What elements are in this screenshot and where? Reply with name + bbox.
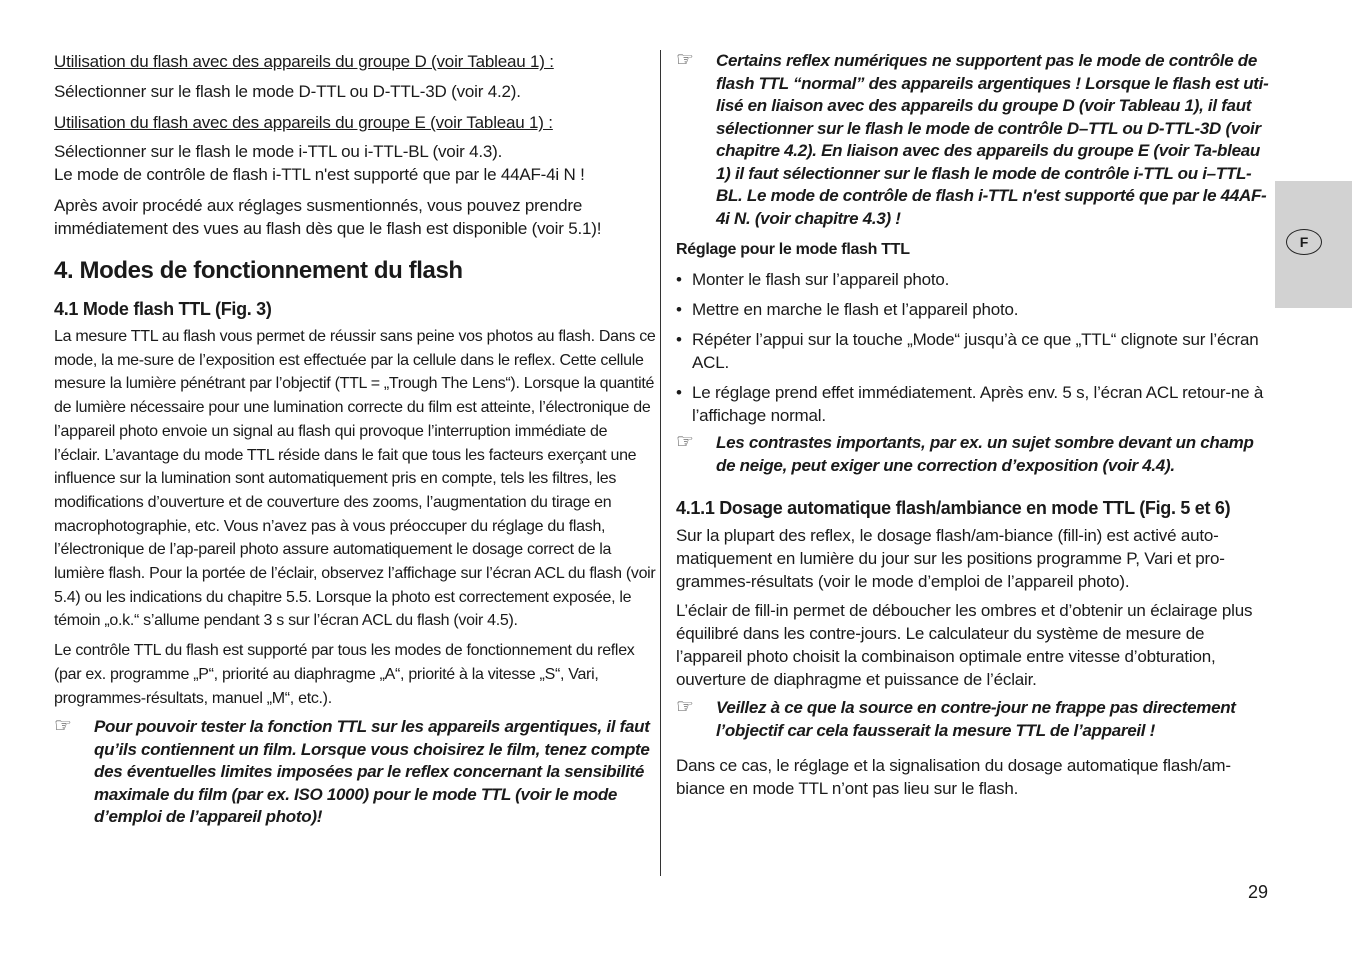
pointing-hand-icon: ☞: [54, 715, 72, 738]
group-e-heading: Utilisation du flash avec des appareils du groupe E (voir Tableau 1) :: [54, 113, 553, 132]
right-column: [676, 50, 1270, 800]
note-contrast: [676, 432, 1270, 477]
list-item: • Répéter l’appui sur la touche „Mode“ jusqu’à ce que „TTL“ clignote sur l’écran ACL.: [676, 330, 1259, 372]
note-film-text: Pour pouvoir tester la fonction TTL sur les appareils argentiques, il faut qu’ils contiennent un film. Lorsque vous choisirez le film, tenez compte des éventuelles limites imposées par le reflex concernant la sensibilité maximale du film (par ex. ISO 1000) pour le mode TTL (voir le mode d’emploi de l’appareil photo)!: [94, 717, 650, 827]
list-item: • Monter le flash sur l’appareil photo.: [676, 270, 950, 289]
column-divider: [660, 50, 661, 876]
note-backlight: [676, 697, 1270, 742]
chapter-title: 4. Modes de fonctionnement du flash: [54, 257, 463, 284]
fillin-paragraph-2: L’éclair de fill-in permet de déboucher les ombres et d’obtenir un éclairage plus équilibré dans les contre-jours. Le calculateur du système de mesure de l’appareil photo choisit la combinaison optimale entre vitesse d’obturation, ouverture de diaphragme et puissance de l’éclair.: [676, 601, 1253, 689]
pointing-hand-icon: ☞: [676, 431, 694, 453]
note-digital-text: Certains reflex numériques ne supportent pas le mode de contrôle de flash TTL “normal” des appareils argentiques ! Lorsque le flash est uti-lisé en liaison avec des appareils du groupe D (voir Tableau 1), il faut sélectionner sur le flash le mode de contrôle D–TTL ou D-TTL-3D (voir chapitre 4.2). En liaison avec des appareils du groupe E (voir Ta-bleau 1) il faut sélectionner sur le flash le mode de contrôle i-TTL ou i–TTL-BL. Le mode de contrôle de flash i-TTL n'est supporté que par le 44AF-4i N. (voir chapitre 4.3) !: [716, 51, 1269, 228]
language-tab-letter: F: [1286, 229, 1322, 255]
ttl-support-paragraph: Le contrôle TTL du flash est supporté par tous les modes de fonctionnement du reflex (par ex. programme „P“, priorité au diaphragme „A“, priorité à la vitesse „S“, Vari, programmes-résultats, manuel „M“, etc.).: [54, 642, 635, 707]
setting-heading: Réglage pour le mode flash TTL: [676, 241, 910, 258]
note-film: [54, 716, 656, 829]
group-d-text: Sélectionner sur le flash le mode D-TTL ou D-TTL-3D (voir 4.2).: [54, 82, 521, 101]
subsection-title: 4.1.1 Dosage automatique flash/ambiance en mode TTL (Fig. 5 et 6): [676, 498, 1231, 518]
group-e-text-2: Le mode de contrôle de flash i-TTL n'est supporté que par le 44AF-4i N !: [54, 165, 585, 184]
fillin-paragraph-1: Sur la plupart des reflex, le dosage flash/am-biance (fill-in) est activé auto-matiquement en lumière du jour sur les positions programme P, Vari et pro-grammes-résultats (voir le mode d’emploi de l’appareil photo).: [676, 526, 1225, 591]
list-item: • Mettre en marche le flash et l’appareil photo.: [676, 300, 1019, 319]
after-settings-text: Après avoir procédé aux réglages susmentionnés, vous pouvez prendre immédiatement des vues au flash dès que le flash est disponible (voir 5.1)!: [54, 196, 602, 238]
pointing-hand-icon: ☞: [676, 696, 694, 718]
section-title: 4.1 Mode flash TTL (Fig. 3): [54, 299, 272, 319]
group-d-heading: Utilisation du flash avec des appareils du groupe D (voir Tableau 1) :: [54, 52, 554, 71]
left-column: [54, 50, 656, 829]
ttl-paragraph: La mesure TTL au flash vous permet de réussir sans peine vos photos au flash. Dans ce mode, la me-sure de l’exposition est effectuée par la cellule dans le reflex. Cette cellule mesure la lumière pénétrant par l’objectif (TTL = „Trough The Lens“). Lorsque la quantité de lumière nécessaire pour une lumination correcte du film est atteinte, l’électronique de l’appareil photo envoie un signal au flash qui provoque l’interruption immédiate de l’éclair. L’avantage du mode TTL réside dans le fait que tous les facteurs exerçant une influence sur la lumination sont automatiquement pris en compte, tels les filtres, les modifications d’ouverture et de couverture des zooms, l’augmentation du tirage en macrophotographie, etc. Vous n’avez pas à vous préoccuper du réglage du flash, l’électronique de l’ap-pareil photo assure automatiquement le dosage correct de la lumière flash. Pour la portée de l’éclair, observez l’affichage sur l’écran ACL du flash (voir 5.4) ou les indications du chapitre 5.5. Lorsque la photo est correctement exposée, le témoin „o.k.“ s’allume pendant 3 s sur l’écran ACL du flash (voir 4.5).: [54, 328, 656, 630]
page-number: 29: [1248, 882, 1269, 902]
note-backlight-text: Veillez à ce que la source en contre-jour ne frappe pas directement l’objectif car cela fausserait la mesure TTL de l’appareil !: [716, 698, 1236, 740]
note-contrast-text: Les contrastes importants, par ex. un sujet sombre devant un champ de neige, peut exiger une correction d’exposition (voir 4.4).: [716, 433, 1254, 475]
final-paragraph: Dans ce cas, le réglage et la signalisation du dosage automatique flash/am-biance en mode TTL n’ont pas lieu sur le flash.: [676, 756, 1231, 798]
language-tab: [1275, 181, 1352, 308]
pointing-hand-icon: ☞: [676, 49, 694, 71]
list-item: • Le réglage prend effet immédiatement. Après env. 5 s, l’écran ACL retour-ne à l’affichage normal.: [676, 383, 1264, 425]
setting-steps: [676, 268, 1270, 427]
note-digital: [676, 50, 1270, 230]
group-e-text: Sélectionner sur le flash le mode i-TTL ou i-TTL-BL (voir 4.3).: [54, 142, 503, 161]
